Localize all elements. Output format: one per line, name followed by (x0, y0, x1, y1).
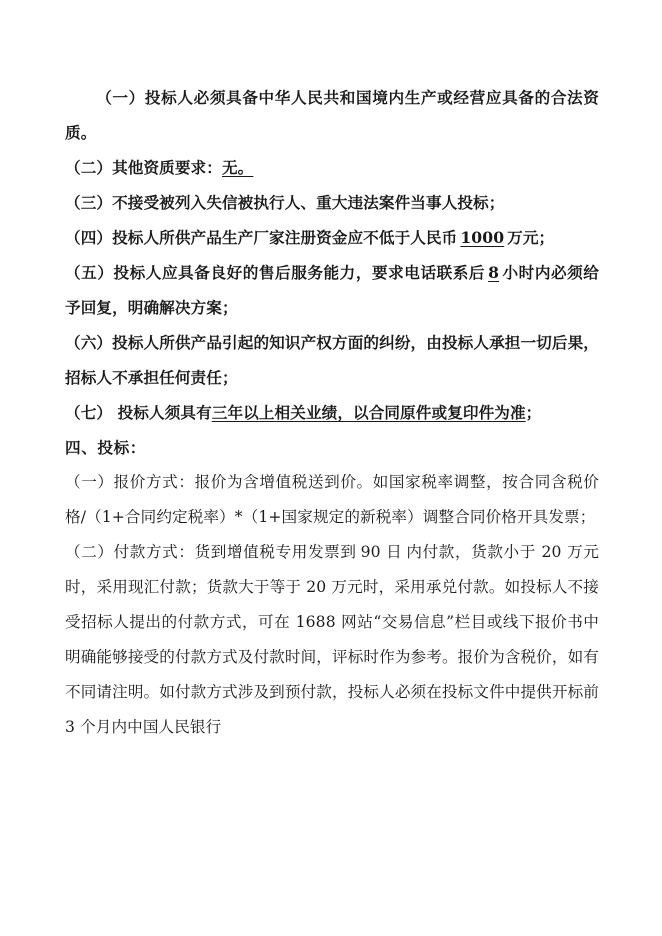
text-run: （一）投标人必须具备中华人民共和国境内生产或经营应具备的合法资质。 (65, 88, 599, 142)
text-run: （七） 投标人须具有 (65, 403, 212, 422)
text-run: （二）其他资质要求： (65, 158, 222, 177)
paragraph (65, 80, 599, 395)
text-run: （二）付款方式：货到增值税专用发票到 (65, 543, 357, 561)
text-run: 小时内必须给予回复，明确解决方案； (65, 263, 599, 317)
paragraph (65, 80, 599, 430)
text-run: （六）投标人所供产品引起的知识产权方面的纠纷，由投标人承担一切后果，招标人不承担任何责任； (65, 333, 599, 387)
filled-in-value: 1000 (460, 228, 505, 247)
section-heading (65, 80, 599, 465)
paragraph (65, 80, 599, 150)
text-run: ； (525, 403, 542, 422)
filled-in-value: 8 (488, 263, 500, 282)
text-run: 90 日 (360, 543, 403, 561)
text-run: （三）不接受被列入失信被执行人、重大违法案件当事人投标； (65, 193, 505, 212)
filled-in-value: 三年以上相关业绩，以合同原件或复印件为准 (211, 403, 526, 422)
text-run: （一）报价方式：报价为含增值税送到价。如国家税率调整，按合同含税价格/（1+合同约定税率）*（1+国家规定的新税率）调整合同价格开具发票； (65, 473, 599, 526)
paragraph (65, 80, 599, 255)
text-run: （四）投标人所供产品生产厂家注册资金应不低于人民币 (65, 228, 458, 247)
paragraph (65, 80, 599, 535)
text-run: （五）投标人应具备良好的售后服务能力，要求电话联系后 (65, 263, 486, 282)
filled-in-value: 无。 (221, 158, 254, 177)
paragraph (65, 80, 599, 325)
text-run: 万元； (507, 228, 555, 247)
text-run: 四、投标： (65, 438, 146, 457)
paragraph (65, 80, 599, 745)
text-run: 内付款，货款小于 20 万元时，采用现汇付款；货款大于等于 20 万元时，采用承兑付款。如投标人不接受招标人提出的付款方式，可在 1688 网站“交易信息”栏目或线下报价书中明确能够接受的付款方式及付款时间，评标时作为参考。报价为含税价，如有不同请注明。如付款方式涉及到预付款，投标人必须在投标文件中提供开标前 3 个月内中国人民银行 (65, 543, 600, 736)
paragraph (65, 80, 599, 220)
document-text-body (65, 80, 599, 745)
paragraph (65, 80, 599, 185)
